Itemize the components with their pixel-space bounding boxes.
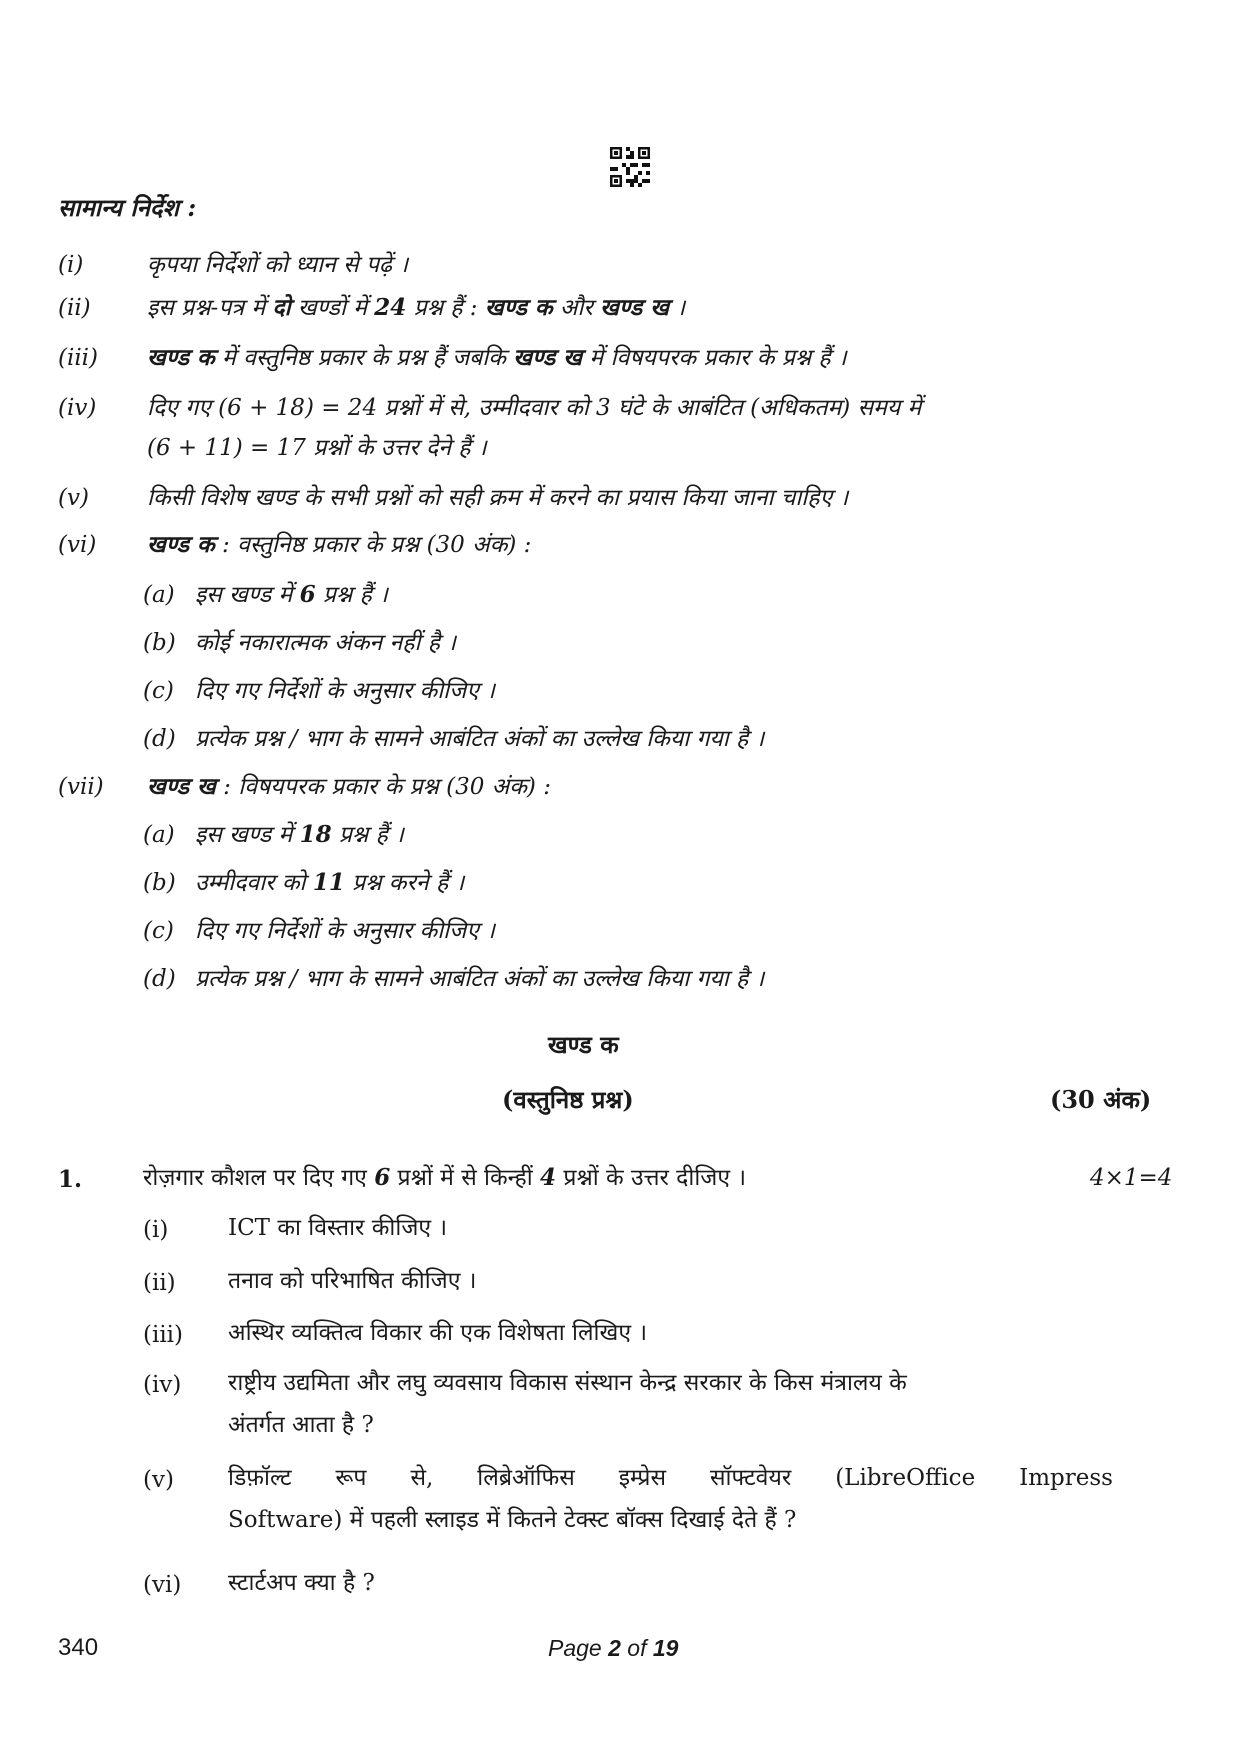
- sub-instruction: (b) उम्मीदवार को 11 प्रश्न करने हैं ।: [143, 869, 465, 896]
- question-part-text: ICT का विस्तार कीजिए ।: [228, 1215, 448, 1241]
- page-indicator: Page 2 of 19: [548, 1635, 679, 1661]
- question-part-number: (iii): [143, 1322, 184, 1348]
- instruction-number: (vii): [58, 774, 104, 800]
- question-part-text: स्टार्टअप क्या है ?: [228, 1570, 375, 1596]
- instruction-text: खण्ड क : वस्तुनिष्ठ प्रकार के प्रश्न (30 अंक) :: [147, 531, 532, 558]
- question-text: रोज़गार कौशल पर दिए गए 6 प्रश्नों में से किन्हीं 4 प्रश्नों के उत्तर दीजिए ।: [143, 1164, 747, 1191]
- instruction-number: (vi): [58, 532, 97, 558]
- section-subtitle: (वस्तुनिष्ठ प्रश्न): [502, 1085, 634, 1114]
- instruction-text: किसी विशेष खण्ड के सभी प्रश्नों को सही क्रम में करने का प्रयास किया जाना चाहिए ।: [147, 485, 849, 511]
- instruction-number: (iii): [58, 345, 99, 371]
- question-part-number: (i): [143, 1217, 169, 1243]
- instruction-text: इस प्रश्न-पत्र में दो खण्डों में 24 प्रश्न हैं : खण्ड क और खण्ड ख ।: [147, 294, 686, 321]
- qr-code-icon: [610, 147, 650, 187]
- question-part-text-line-1: राष्ट्रीय उद्यमिता और लघु व्यवसाय विकास संस्थान केन्द्र सरकार के किस मंत्रालय के: [228, 1370, 907, 1396]
- instruction-text: खण्ड ख : विषयपरक प्रकार के प्रश्न (30 अंक) :: [147, 773, 551, 800]
- instruction-number: (ii): [58, 295, 91, 321]
- sub-instruction: (c) दिए गए निर्देशों के अनुसार कीजिए ।: [143, 918, 495, 944]
- instruction-text: खण्ड क में वस्तुनिष्ठ प्रकार के प्रश्न हैं जबकि खण्ड ख में विषयपरक प्रकार के प्रश्न हैं ।: [147, 344, 847, 371]
- instruction-text-line-2: (6 + 11) = 17 प्रश्नों के उत्तर देने हैं ।: [147, 435, 487, 461]
- instruction-number: (i): [58, 252, 84, 278]
- instruction-text-line-1: दिए गए (6 + 18) = 24 प्रश्नों में से, उम्मीदवार को 3 घंटे के आबंटित (अधिकतम) समय में: [147, 395, 922, 421]
- section-marks: (30 अंक): [1050, 1085, 1152, 1114]
- sub-instruction: (c) दिए गए निर्देशों के अनुसार कीजिए ।: [143, 678, 495, 704]
- instruction-text: कृपया निर्देशों को ध्यान से पढ़ें ।: [147, 252, 409, 278]
- question-part-text: तनाव को परिभाषित कीजिए ।: [228, 1268, 477, 1294]
- sub-instruction: (b) कोई नकारात्मक अंकन नहीं है ।: [143, 630, 456, 656]
- question-part-number: (v): [143, 1467, 174, 1493]
- sub-instruction: (a) इस खण्ड में 6 प्रश्न हैं ।: [143, 581, 388, 608]
- sub-instruction: (d) प्रत्येक प्रश्न / भाग के सामने आबंटित अंकों का उल्लेख किया गया है ।: [143, 966, 765, 992]
- section-title: खण्ड क: [548, 1030, 619, 1059]
- question-part-number: (vi): [143, 1572, 182, 1598]
- general-instructions-title: सामान्य निर्देश :: [58, 193, 197, 222]
- instruction-number: (iv): [58, 395, 97, 421]
- sub-instruction: (a) इस खण्ड में 18 प्रश्न हैं ।: [143, 821, 404, 848]
- sub-instruction: (d) प्रत्येक प्रश्न / भाग के सामने आबंटित अंकों का उल्लेख किया गया है ।: [143, 726, 765, 752]
- question-part-text: अस्थिर व्यक्तित्व विकार की एक विशेषता लिखिए ।: [228, 1320, 648, 1346]
- paper-code: 340: [58, 1634, 99, 1661]
- question-part-number: (iv): [143, 1372, 182, 1398]
- question-part-number: (ii): [143, 1270, 176, 1296]
- question-number: 1.: [58, 1166, 83, 1193]
- question-part-text-line-2: Software) में पहली स्लाइड में कितने टेक्स्ट बॉक्स दिखाई देते हैं ?: [228, 1507, 797, 1533]
- instruction-number: (v): [58, 485, 89, 511]
- question-marks: 4×1=4: [1090, 1165, 1173, 1191]
- question-part-text-line-1: डिफ़ॉल्ट रूप से, लिब्रेऑफिस इम्प्रेस सॉफ्टवेयर (LibreOffice Impress: [228, 1465, 1113, 1491]
- question-part-text-line-2: अंतर्गत आता है ?: [228, 1412, 374, 1438]
